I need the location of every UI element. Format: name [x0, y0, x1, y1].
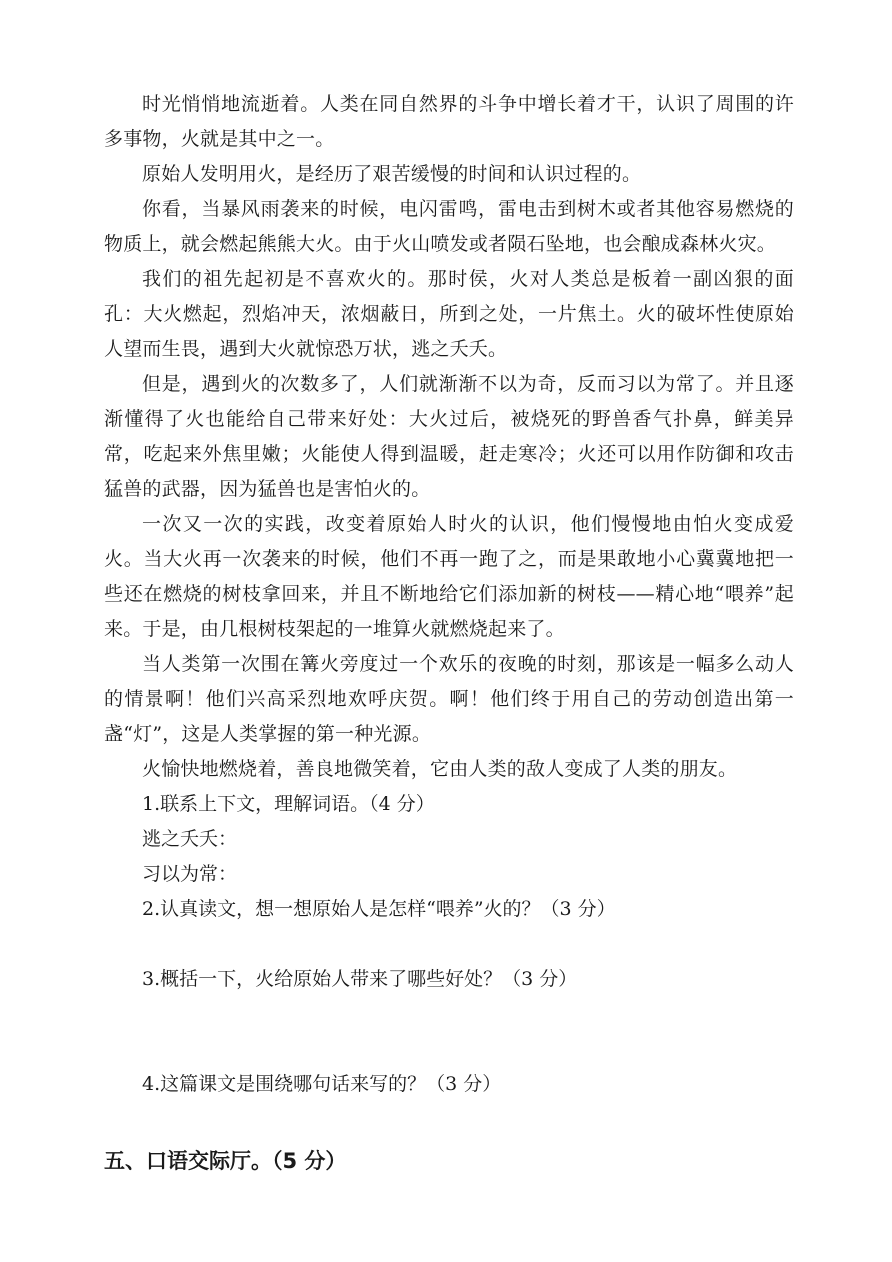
- question-4: 4.这篇课文是围绕哪句话来写的？（3 分）: [142, 1073, 502, 1095]
- passage-paragraph-1: 时光悄悄地流逝着。人类在同自然界的斗争中增长着才干，认识了周围的许多事物，火就是其中之一。: [104, 93, 794, 150]
- question-1-term-1: 逃之夭夭：: [142, 828, 238, 850]
- passage-paragraph-6: 一次又一次的实践，改变着原始人时火的认识，他们慢慢地由怕火变成爱火。当大火再一次袭来的时候，他们不再一跑了之，而是果敢地小心冀冀地把一些还在燃烧的树枝拿回来，并且不断地给它们添加新的树枝——精心地“喂养”起来。于是，由几根树枝架起的一堆算火就燃烧起来了。: [104, 513, 794, 640]
- question-1: 1.联系上下文，理解词语。（4 分）: [142, 793, 435, 815]
- passage-paragraph-5: 但是，遇到火的次数多了，人们就渐渐不以为奇，反而习以为常了。并且逐渐懂得了火也能给自己带来好处：大火过后，被烧死的野兽香气扑鼻，鲜美异常，吃起来外焦里嫩；火能使人得到温暖，赶走寒冷；火还可以用作防御和攻击猛兽的武器，因为猛兽也是害怕火的。: [104, 373, 794, 500]
- passage-paragraph-8: 火愉快地燃烧着，善良地微笑着，它由人类的敌人变成了人类的朋友。: [142, 758, 738, 780]
- passage-paragraph-4: 我们的祖先起初是不喜欢火的。那时侯，火对人类总是板着一副凶狠的面孔：大火燃起，烈焰冲天，浓烟蔽日，所到之处，一片焦土。火的破坏性使原始人望而生畏，遇到大火就惊恐万状，逃之夭夭。: [104, 268, 794, 360]
- question-2: 2.认真读文，想一想原始人是怎样“喂养”火的？（3 分）: [142, 898, 616, 920]
- passage-paragraph-7: 当人类第一次围在篝火旁度过一个欢乐的夜晚的时刻，那该是一幅多么动人的情景啊！他们兴高采烈地欢呼庆贺。啊！他们终于用自己的劳动创造出第一盏“灯”，这是人类掌握的第一种光源。: [104, 653, 794, 745]
- question-1-term-2: 习以为常：: [142, 863, 238, 885]
- passage-paragraph-2: 原始人发明用火，是经历了艰苦缓慢的时间和认识过程的。: [142, 163, 642, 185]
- section-5-title: 五、口语交际厅。（5 分）: [104, 1149, 347, 1173]
- question-3: 3.概括一下，火给原始人带来了哪些好处？（3 分）: [142, 968, 578, 990]
- passage-paragraph-3: 你看，当暴风雨袭来的时候，电闪雷鸣，雷电击到树木或者其他容易燃烧的物质上，就会燃起熊熊大火。由于火山喷发或者陨石坠地，也会酿成森林火灾。: [104, 198, 794, 255]
